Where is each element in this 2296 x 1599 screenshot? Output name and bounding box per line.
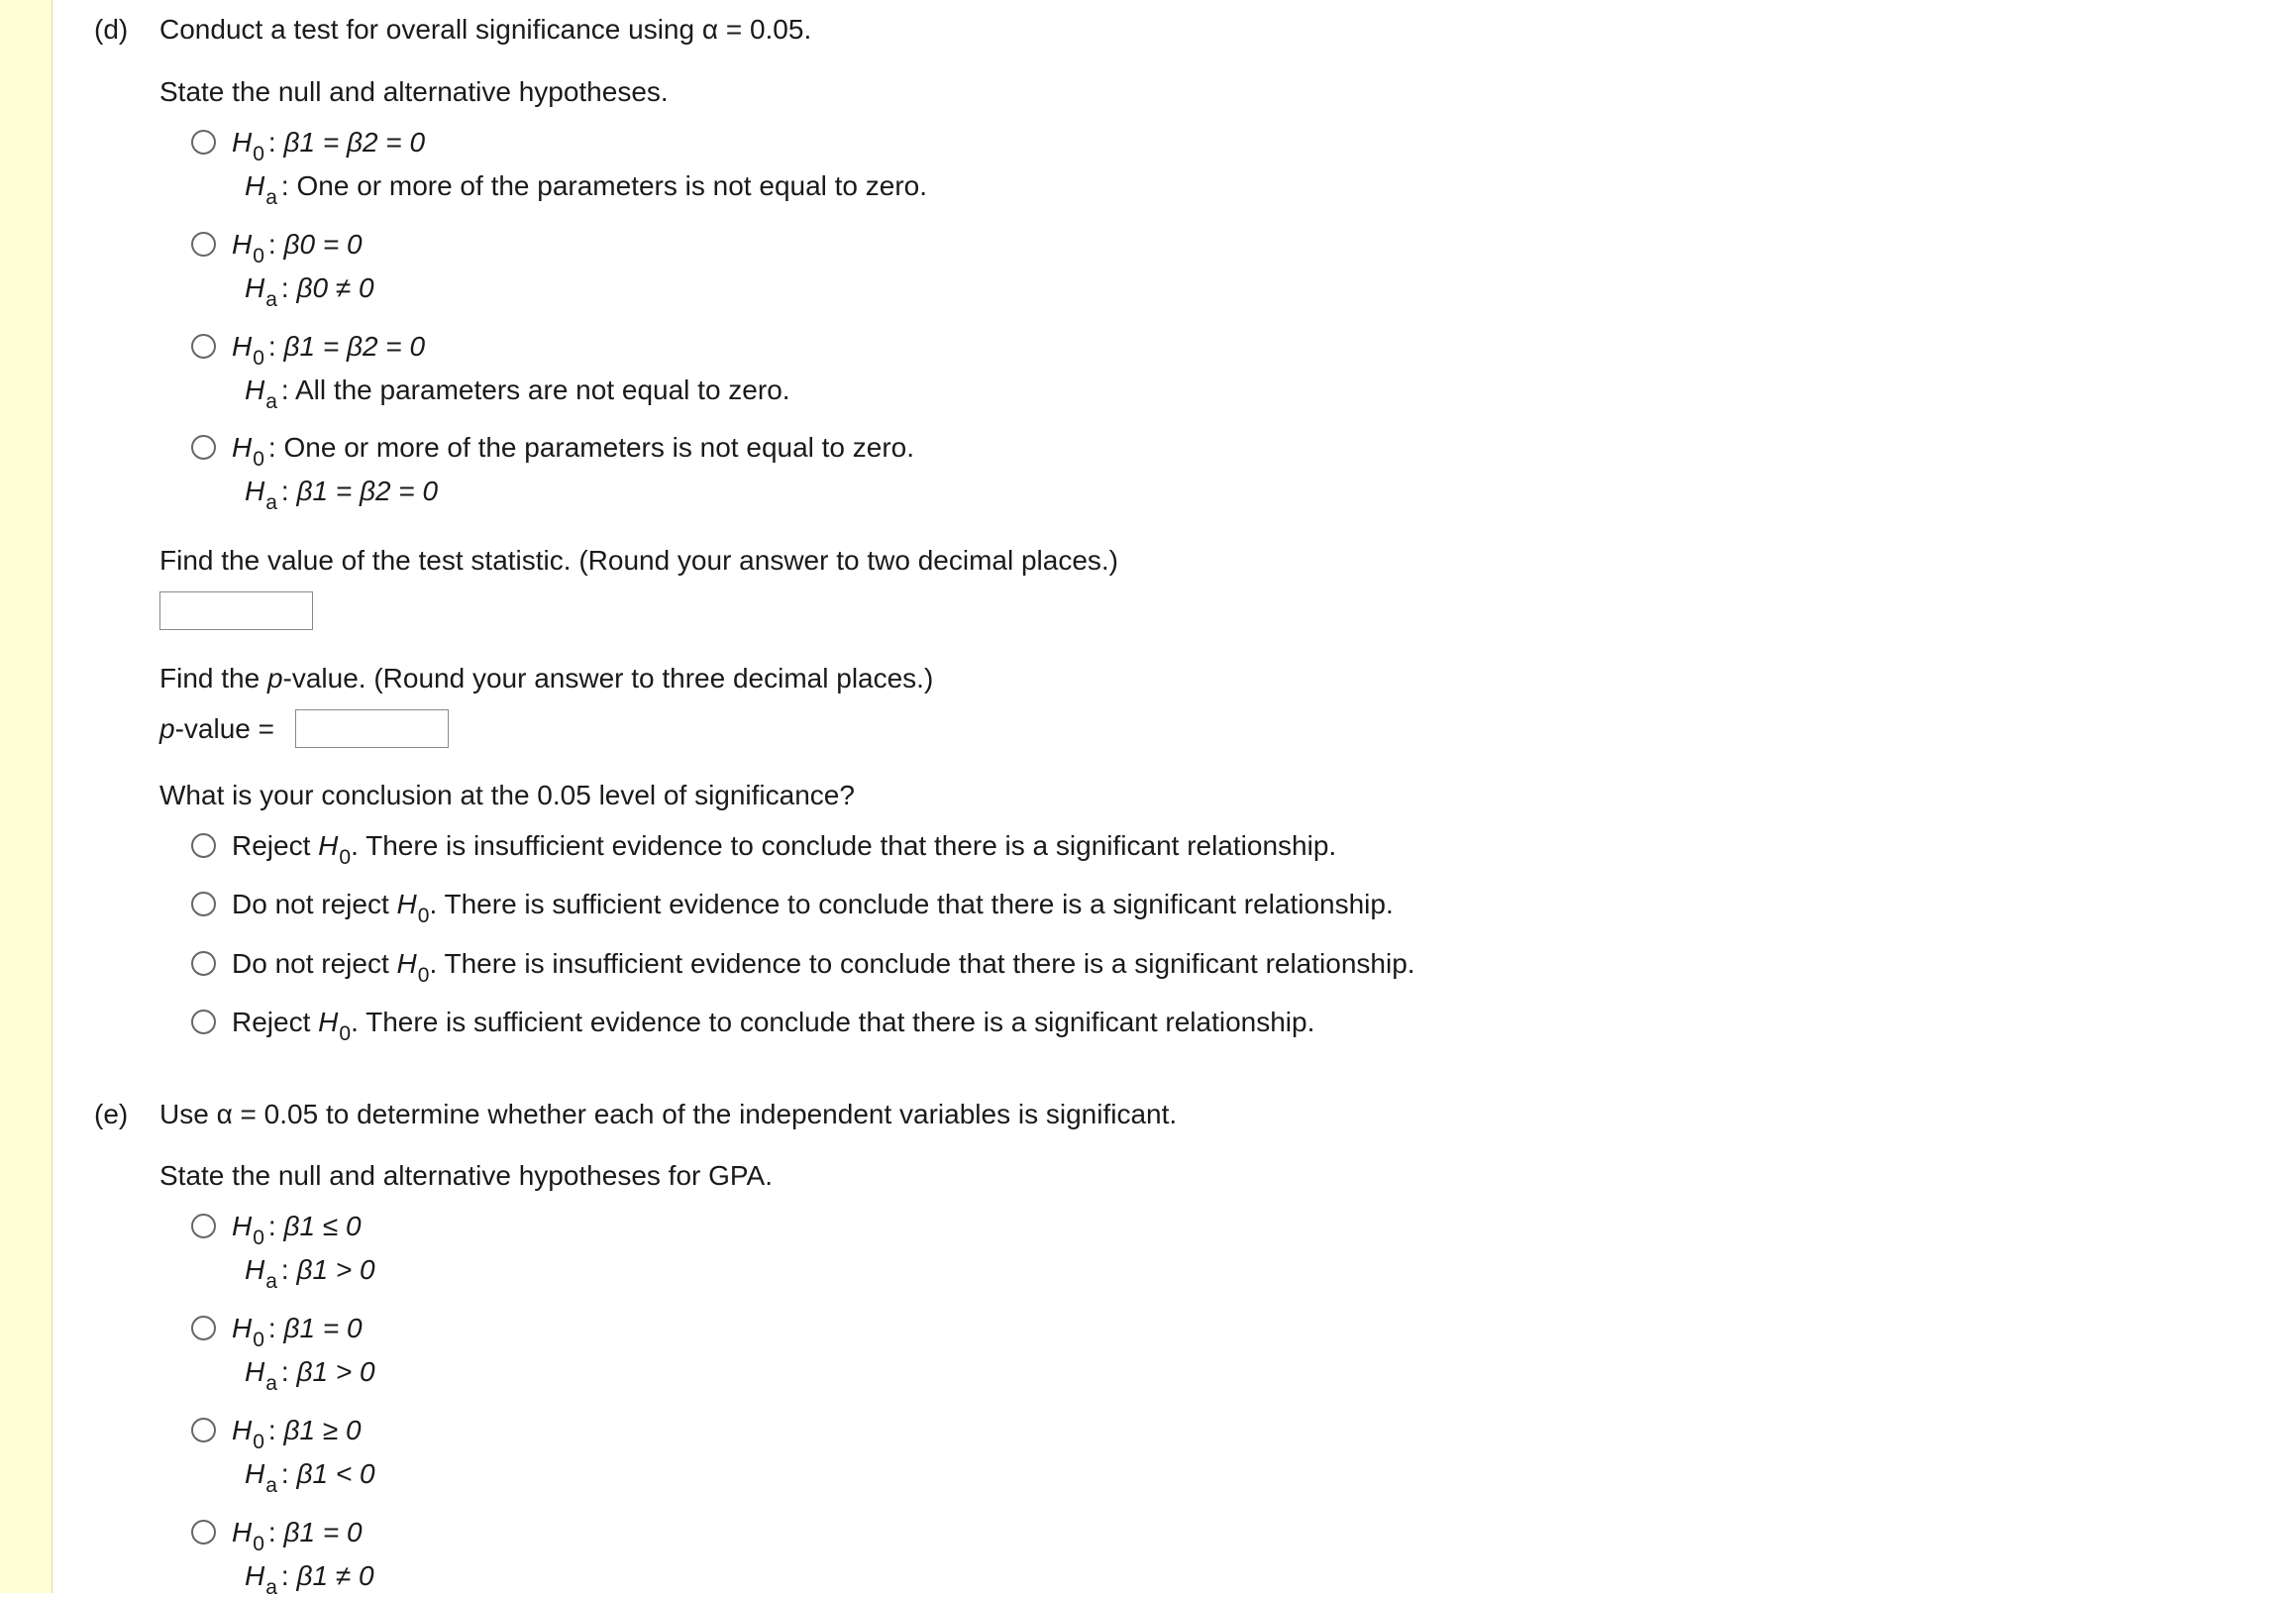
radio-button[interactable] [191,1316,216,1340]
part-d-label: (d) [94,14,129,45]
part-e-label: (e) [94,1099,129,1129]
part-e-hypotheses-prompt: State the null and alternative hypotheses for GPA. [159,1160,773,1191]
radio-button[interactable] [191,833,216,858]
part-e-hypothesis-option-2[interactable] [191,1313,1083,1395]
hypothesis-text: β1 = β2 = 0 [283,127,426,158]
conclusion-text: Reject $H_0$. There is sufficient evidence to conclude that there is a significant relationship. [232,1007,1315,1045]
null-hypothesis: $H_0$ : One or more of the parameters is not equal to zero. [232,432,915,471]
null-hypothesis: $H_0$ : β1 = 0 [232,1517,363,1555]
part-d-hypothesis-option-1[interactable] [191,127,1083,209]
hypothesis-text: One or more of the parameters is not equal to zero. [283,432,915,463]
test-statistic-input[interactable] [159,591,313,630]
null-hypothesis: $H_0$ : β1 = 0 [232,1313,363,1351]
radio-button[interactable] [191,1214,216,1238]
alternative-hypothesis: $H_a$ : One or more of the parameters is not equal to zero. [245,170,928,209]
part-d-hypotheses-prompt: State the null and alternative hypotheses. [159,76,669,107]
conclusion-option-1[interactable] [191,830,1677,868]
hypothesis-text: β1 ≤ 0 [283,1211,362,1241]
hypothesis-text: β1 ≠ 0 [296,1560,374,1591]
alternative-hypothesis: $H_a$ : β1 > 0 [245,1356,375,1395]
null-hypothesis: $H_0$ : β1 = β2 = 0 [232,331,426,370]
part-d-hypothesis-option-4[interactable] [191,432,1083,514]
hypothesis-text: β1 ≥ 0 [283,1415,362,1445]
conclusion-option-3[interactable] [191,948,1677,986]
alternative-hypothesis: $H_a$ : β1 > 0 [245,1254,375,1293]
hypothesis-text: β1 = 0 [283,1517,363,1547]
conclusion-option-2[interactable] [191,889,1677,926]
hypothesis-text: β0 = 0 [283,229,363,260]
part-d-title: Conduct a test for overall significance using α = 0.05. [159,14,812,45]
part-e-title: Use α = 0.05 to determine whether each of the independent variables is significant. [159,1099,1178,1129]
hypothesis-text: β1 > 0 [296,1254,375,1285]
part-d-hypothesis-option-3[interactable] [191,331,1083,413]
hypothesis-text: One or more of the parameters is not equal to zero. [296,170,928,201]
part-e-hypothesis-option-4[interactable] [191,1517,1083,1599]
radio-button[interactable] [191,334,216,359]
pvalue-input[interactable] [295,709,449,748]
conclusion-option-4[interactable] [191,1007,1677,1044]
null-hypothesis: $H_0$ : β1 = β2 = 0 [232,127,426,165]
radio-button[interactable] [191,435,216,460]
test-statistic-prompt: Find the value of the test statistic. (Round your answer to two decimal places.) [159,545,1119,576]
alternative-hypothesis: $H_a$ : β1 = β2 = 0 [245,476,439,514]
hypothesis-text: β0 ≠ 0 [296,272,374,303]
hypothesis-text: β1 = β2 = 0 [296,476,439,506]
part-e-hypothesis-option-3[interactable] [191,1415,1083,1497]
pvalue-prompt: Find the p-value. (Round your answer to three decimal places.) [159,663,934,693]
conclusion-prompt: What is your conclusion at the 0.05 level of significance? [159,780,855,810]
radio-button[interactable] [191,1010,216,1034]
left-margin-bar [0,0,52,1593]
hypothesis-text: β1 < 0 [296,1458,375,1489]
hypothesis-text: β1 = 0 [283,1313,363,1343]
alternative-hypothesis: $H_a$ : β1 ≠ 0 [245,1560,374,1599]
radio-button[interactable] [191,130,216,155]
null-hypothesis: $H_0$ : β1 ≥ 0 [232,1415,362,1453]
alternative-hypothesis: $H_a$ : β0 ≠ 0 [245,272,374,311]
part-d-hypothesis-option-2[interactable] [191,229,1083,311]
conclusion-text: Do not reject $H_0$. There is insufficient evidence to conclude that there is a significant relationship. [232,948,1415,987]
part-e-hypothesis-option-1[interactable] [191,1211,1083,1293]
radio-button[interactable] [191,232,216,257]
conclusion-text: Do not reject $H_0$. There is sufficient evidence to conclude that there is a significant relationship. [232,889,1394,927]
radio-button[interactable] [191,951,216,976]
null-hypothesis: $H_0$ : β0 = 0 [232,229,363,267]
hypothesis-text: All the parameters are not equal to zero. [294,374,790,405]
conclusion-text: Reject $H_0$. There is insufficient evidence to conclude that there is a significant relationship. [232,830,1337,869]
null-hypothesis: $H_0$ : β1 ≤ 0 [232,1211,362,1249]
alternative-hypothesis: $H_a$ : β1 < 0 [245,1458,375,1497]
hypothesis-text: β1 > 0 [296,1356,375,1387]
radio-button[interactable] [191,1520,216,1545]
hypothesis-text: β1 = β2 = 0 [283,331,426,362]
alternative-hypothesis: $H_a$ : All the parameters are not equal to zero. [245,374,790,413]
radio-button[interactable] [191,892,216,916]
pvalue-label: p-value = [159,713,274,744]
radio-button[interactable] [191,1418,216,1442]
